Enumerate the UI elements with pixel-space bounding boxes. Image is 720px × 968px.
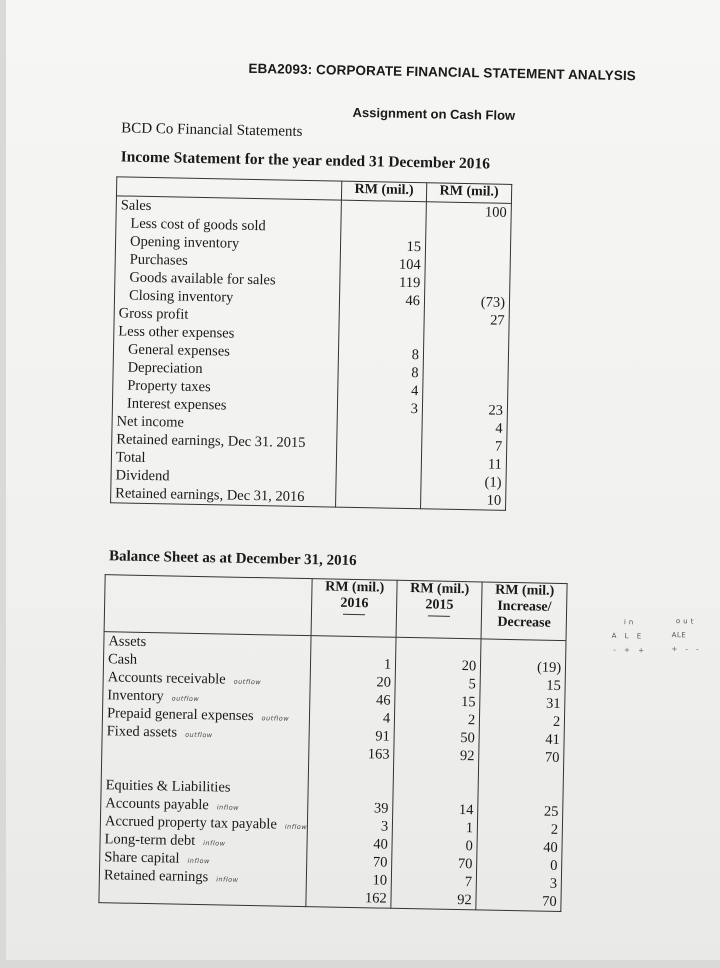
bs-value-change: (19) bbox=[536, 659, 562, 676]
bs-blank-cell bbox=[396, 638, 476, 658]
is-row-amount bbox=[341, 219, 421, 239]
bs-value-change: 3 bbox=[549, 875, 558, 892]
bs-total-change: 70 bbox=[544, 749, 560, 766]
bs-value-2015: 15 bbox=[460, 694, 476, 711]
bs-value-change: 2 bbox=[550, 821, 559, 838]
is-row-total: 7 bbox=[494, 438, 503, 455]
is-row-total bbox=[423, 382, 503, 402]
bs-value-change: 25 bbox=[543, 803, 559, 820]
bs-value-2016: 1 bbox=[383, 656, 392, 673]
is-row-amount: 3 bbox=[410, 401, 419, 418]
bs-value-2016: 70 bbox=[372, 854, 388, 871]
is-row-amount: 119 bbox=[398, 274, 421, 292]
margin-note-signs-right: + - - bbox=[671, 645, 702, 654]
is-row-amount bbox=[337, 417, 417, 437]
is-row-label: Purchases bbox=[129, 251, 188, 269]
bs-spacer bbox=[479, 765, 559, 785]
bs-total-label-blank bbox=[99, 884, 306, 906]
bs-row-label-text: Fixed assets bbox=[106, 723, 178, 741]
bs-blank-cell bbox=[394, 782, 474, 802]
bs-spacer bbox=[394, 764, 474, 784]
bs-value-2015: 20 bbox=[461, 658, 477, 675]
bs-total-2015: 92 bbox=[459, 748, 475, 765]
bs-value-2016: 10 bbox=[372, 872, 388, 889]
is-row-total bbox=[426, 220, 506, 240]
bs-blank-cell bbox=[309, 780, 389, 800]
bs-2015-column bbox=[391, 637, 481, 910]
bs-value-change: 31 bbox=[545, 695, 561, 712]
is-row-amount: 46 bbox=[405, 292, 421, 310]
is-row-label: Sales bbox=[120, 197, 152, 215]
is-row-label: Goods available for sales bbox=[129, 269, 276, 289]
bs-value-2015: 70 bbox=[457, 856, 473, 873]
handwritten-note: outflow bbox=[233, 677, 262, 687]
is-row-total bbox=[426, 238, 506, 258]
company-title: BCD Co Financial Statements bbox=[121, 120, 303, 140]
is-row-amount bbox=[336, 471, 416, 491]
is-row-amount bbox=[339, 309, 419, 329]
is-row-label: Less other expenses bbox=[118, 323, 235, 342]
is-row-total bbox=[424, 328, 504, 348]
bs-value-2015: 2 bbox=[467, 712, 476, 729]
bs-total-2016: 163 bbox=[367, 746, 390, 763]
bs-value-change: 41 bbox=[545, 731, 560, 748]
is-row-total: 27 bbox=[489, 312, 505, 329]
assignment-title: Assignment on Cash Flow bbox=[352, 104, 516, 123]
bs-2016-column bbox=[306, 636, 396, 909]
bs-value-2016: 3 bbox=[380, 818, 389, 835]
margin-note-ale-right: ALE bbox=[671, 631, 687, 640]
is-row-amount bbox=[339, 327, 419, 347]
is-row-total: (73) bbox=[480, 294, 506, 311]
bs-blank-cell bbox=[479, 783, 559, 803]
is-row-total bbox=[426, 256, 506, 276]
is-row-total: 11 bbox=[487, 456, 503, 473]
handwritten-note: outflow bbox=[171, 694, 200, 704]
bs-total-2016: 162 bbox=[364, 890, 387, 907]
bs-value-2015: 14 bbox=[458, 802, 474, 819]
is-row-amount: 15 bbox=[406, 238, 422, 256]
is-amount-column bbox=[336, 200, 427, 509]
is-row-label: Retained earnings, Dec 31, 2016 bbox=[115, 485, 305, 506]
bs-value-2015: 0 bbox=[465, 838, 473, 855]
is-row-amount: 8 bbox=[411, 365, 419, 382]
bs-value-2016: 20 bbox=[376, 674, 392, 691]
bs-value-2016: 4 bbox=[382, 710, 391, 727]
bs-value-2016: 39 bbox=[373, 800, 389, 817]
is-header-col3: RM (mil.) bbox=[426, 183, 511, 204]
bs-blank-cell bbox=[311, 636, 391, 656]
is-row-total bbox=[423, 364, 503, 384]
is-row-amount: 4 bbox=[410, 383, 419, 400]
is-row-total: (1) bbox=[484, 474, 502, 491]
is-header-col2: RM (mil.) bbox=[341, 181, 426, 202]
bs-total-2015: 92 bbox=[457, 892, 472, 909]
handwritten-note: inflow bbox=[203, 839, 226, 848]
course-title: EBA2093: CORPORATE FINANCIAL STATEMENT ANALYSIS bbox=[248, 60, 637, 84]
bs-row-label-text: Prepaid general expenses bbox=[106, 705, 254, 725]
balance-sheet-title: Balance Sheet as at December 31, 2016 bbox=[108, 548, 357, 570]
margin-note-out: out bbox=[675, 617, 697, 626]
is-row-total bbox=[424, 346, 504, 366]
is-row-amount: 104 bbox=[398, 256, 421, 274]
bs-label-column bbox=[99, 632, 311, 907]
bs-spacer bbox=[309, 762, 389, 782]
bs-value-change: 0 bbox=[550, 857, 558, 874]
is-row-label: Closing inventory bbox=[128, 287, 234, 306]
is-row-label: Less cost of goods sold bbox=[130, 215, 266, 235]
paper-page bbox=[6, 0, 720, 960]
bs-section-heading: Assets bbox=[108, 633, 147, 650]
is-row-total bbox=[425, 274, 505, 294]
bs-value-2016: 91 bbox=[375, 728, 391, 745]
bs-row-label-text: Accounts receivable bbox=[107, 669, 226, 688]
is-row-total: 100 bbox=[484, 204, 507, 221]
is-row-amount bbox=[337, 453, 417, 473]
margin-note-ale: A L E bbox=[611, 631, 645, 641]
handwritten-note: inflow bbox=[216, 875, 239, 884]
bs-change-column bbox=[476, 639, 566, 912]
is-total-column bbox=[421, 202, 512, 511]
bs-header-blank bbox=[104, 575, 312, 636]
bs-header-2015: RM (mil.) 2015 bbox=[396, 580, 482, 639]
bs-value-2016: 46 bbox=[375, 692, 391, 709]
handwritten-note: outflow bbox=[185, 730, 213, 740]
bs-header-change: RM (mil.) Increase/ Decrease bbox=[481, 582, 567, 641]
margin-note-in: in bbox=[623, 618, 637, 627]
bs-row-label-text: Long-term debt bbox=[104, 831, 196, 849]
bs-row-label-text: Accrued property tax payable bbox=[104, 813, 277, 833]
bs-row-label-text: Cash bbox=[107, 651, 138, 668]
header-dash bbox=[428, 615, 450, 616]
is-row-amount bbox=[336, 489, 416, 509]
is-row-label: Total bbox=[115, 449, 146, 466]
is-label-column bbox=[111, 196, 342, 507]
is-row-label: Opening inventory bbox=[129, 233, 240, 252]
handwritten-note: outflow bbox=[261, 714, 290, 723]
bs-row-label-text: Retained earnings bbox=[103, 867, 209, 886]
bs-blank-cell bbox=[481, 639, 561, 659]
income-statement-title: Income Statement for the year ended 31 December 2016 bbox=[120, 148, 491, 173]
is-row-label: Net income bbox=[116, 413, 185, 431]
header-dash bbox=[343, 614, 365, 615]
handwritten-note: inflow bbox=[187, 856, 210, 866]
bs-row-label-text: Accounts payable bbox=[105, 795, 209, 814]
bs-value-2015: 7 bbox=[464, 874, 473, 891]
bs-value-change: 2 bbox=[552, 713, 561, 730]
is-row-label: General expenses bbox=[127, 341, 231, 360]
income-statement-table bbox=[110, 176, 512, 511]
bs-row-label-text: Share capital bbox=[104, 849, 180, 867]
bs-header-2016: RM (mil.) 2016 bbox=[311, 579, 397, 638]
is-row-amount bbox=[337, 435, 417, 455]
is-row-total: 4 bbox=[495, 420, 503, 437]
is-row-label: Property taxes bbox=[127, 377, 211, 396]
balance-sheet-table bbox=[98, 574, 567, 912]
bs-section-heading: Equities & Liabilities bbox=[105, 777, 231, 796]
is-row-amount: 8 bbox=[411, 347, 420, 364]
is-row-label: Retained earnings, Dec 31. 2015 bbox=[116, 431, 306, 452]
bs-value-2015: 50 bbox=[460, 730, 476, 747]
is-row-label: Dividend bbox=[115, 467, 170, 485]
is-row-label: Interest expenses bbox=[126, 395, 227, 414]
is-row-amount bbox=[342, 201, 422, 221]
bs-value-change: 40 bbox=[543, 839, 558, 856]
handwritten-note: inflow bbox=[284, 822, 308, 832]
is-row-total: 23 bbox=[488, 402, 504, 419]
bs-value-2015: 5 bbox=[468, 676, 477, 693]
bs-value-change: 15 bbox=[546, 677, 562, 694]
is-row-label: Depreciation bbox=[127, 359, 203, 378]
is-row-total: 10 bbox=[486, 492, 502, 509]
is-row-label: Gross profit bbox=[118, 305, 189, 323]
margin-note-signs: - + + bbox=[613, 645, 648, 655]
bs-value-2016: 40 bbox=[373, 836, 388, 853]
bs-value-2015: 1 bbox=[465, 820, 474, 837]
bs-total-change: 70 bbox=[542, 893, 557, 910]
handwritten-note: inflow bbox=[216, 803, 240, 812]
bs-row-label-text: Inventory bbox=[107, 687, 164, 705]
